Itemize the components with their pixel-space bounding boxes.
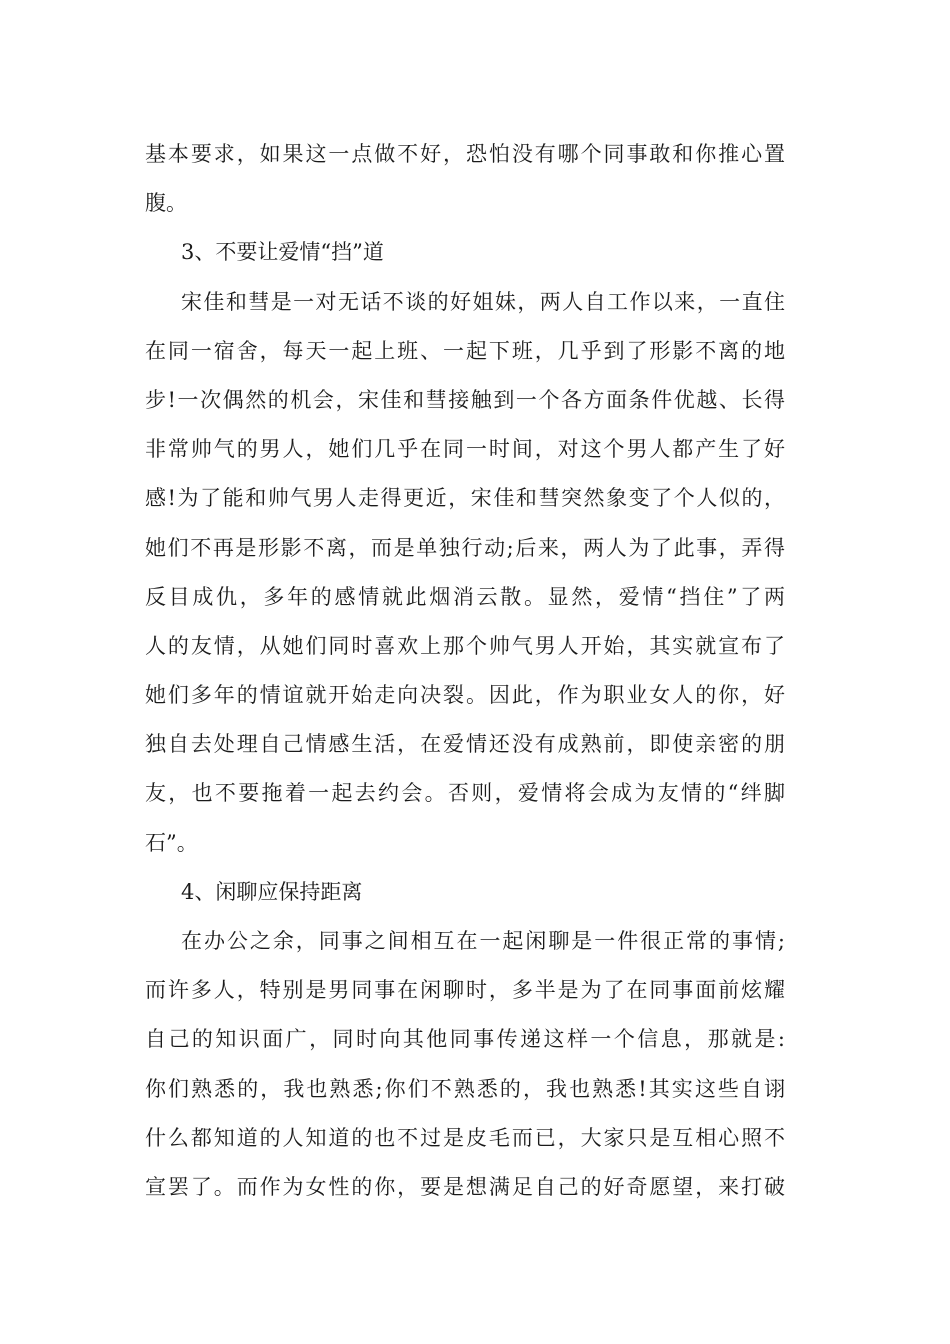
text-line: 基本要求，如果这一点做不好，恐怕没有哪个同事敢和你推心置: [145, 142, 785, 166]
text-line: 宣罢了。而作为女性的你，要是想满足自己的好奇愿望，来打破: [145, 1174, 785, 1199]
text-line: 什么都知道的人知道的也不过是皮毛而已，大家只是互相心照不: [145, 1125, 785, 1150]
text-line: 在办公之余，同事之间相互在一起闲聊是一件很正常的事情;: [181, 929, 785, 953]
body-text: [145, 130, 785, 1212]
text-line: 在同一宿舍，每天一起上班、一起下班，几乎到了形影不离的地: [145, 338, 785, 363]
text-line: 石”。: [145, 830, 198, 855]
text-line: 而许多人，特别是男同事在闲聊时，多半是为了在同事面前炫耀: [145, 978, 785, 1003]
text-line: 宋佳和彗是一对无话不谈的好姐妹，两人自工作以来，一直住: [181, 289, 785, 314]
text-line: 非常帅气的男人，她们几乎在同一时间，对这个男人都产生了好: [145, 437, 785, 462]
text-line: 她们不再是形影不离，而是单独行动;后来，两人为了此事，弄得: [145, 535, 785, 560]
text-line: 反目成仇，多年的感情就此烟消云散。显然，爱情“挡住”了两: [145, 584, 785, 609]
text-line: 感!为了能和帅气男人走得更近，宋佳和彗突然象变了个人似的，: [145, 486, 785, 511]
text-line: 友，也不要拖着一起去约会。否则，爱情将会成为友情的“绊脚: [145, 781, 785, 806]
text-line: 她们多年的情谊就开始走向决裂。因此，作为职业女人的你，好: [145, 683, 785, 708]
text-line: 步!一次偶然的机会，宋佳和彗接触到一个各方面条件优越、长得: [145, 387, 785, 412]
text-line: 独自去处理自己情感生活，在爱情还没有成熟前，即使亲密的朋: [145, 732, 785, 757]
text-line: 4、闲聊应保持距离: [181, 879, 363, 904]
text-line: 人的友情，从她们同时喜欢上那个帅气男人开始，其实就宣布了: [145, 633, 785, 658]
text-line: 腹。: [145, 191, 187, 216]
text-line: 自己的知识面广，同时向其他同事传递这样一个信息，那就是:: [145, 1027, 785, 1052]
text-line: 你们熟悉的，我也熟悉;你们不熟悉的，我也熟悉!其实这些自诩: [145, 1076, 785, 1101]
text-line: 3、不要让爱情“挡”道: [181, 240, 384, 265]
